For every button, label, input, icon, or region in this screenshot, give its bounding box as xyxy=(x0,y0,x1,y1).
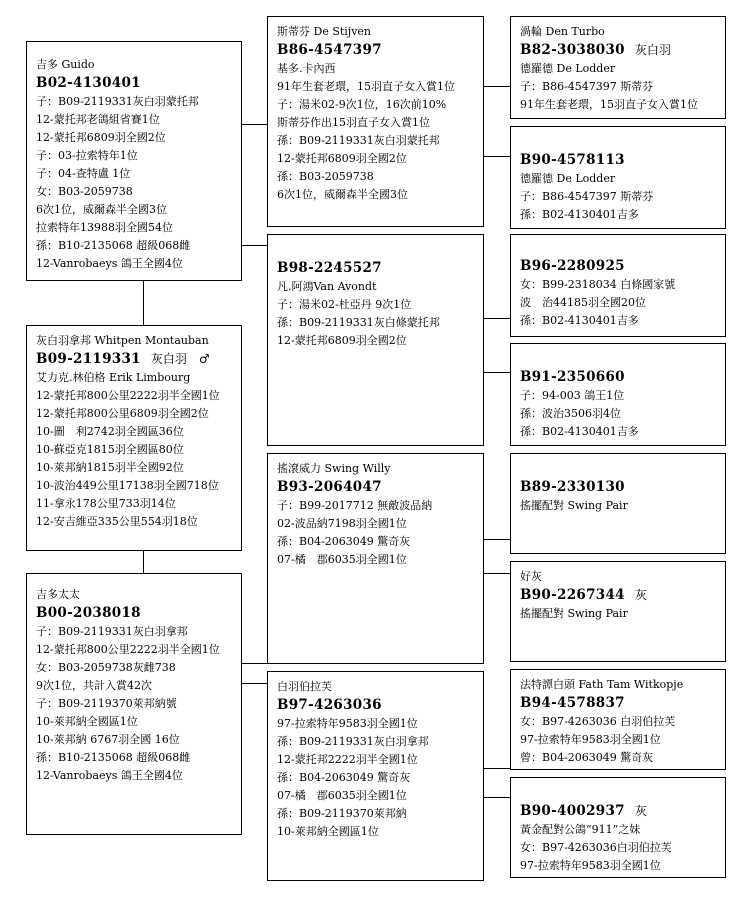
ring-number-text: B90-4002937 xyxy=(520,803,625,819)
record-line: 9次1位，共計入賞42次 xyxy=(36,679,152,692)
record-line: 97-拉索特年9583羽全國1位 xyxy=(520,733,661,746)
record-line: 12-蒙托邦800公里2222羽半全國1位 xyxy=(36,643,220,656)
record-line: 孫：B09-2119331灰白羽蒙托邦 xyxy=(277,134,440,147)
record-line: 97-拉索特年9583羽全國1位 xyxy=(277,717,418,730)
ring-number xyxy=(277,259,475,278)
record-line: 10-萊邦納 6767羽全國 16位 xyxy=(36,733,180,746)
connector-ss-ssd xyxy=(484,156,510,157)
ring-number-text: B89-2330130 xyxy=(520,479,625,495)
record-line: 孫：B02-4130401吉多 xyxy=(520,314,639,327)
connector-sd-sdd xyxy=(484,372,510,373)
record-line: 搖擺配對 Swing Pair xyxy=(520,607,628,620)
record-line: 子：湯米02-9次1位，16次前10% xyxy=(277,98,447,111)
ring-number xyxy=(277,696,475,715)
sire-sire-dam-box xyxy=(510,126,726,229)
record-line: 07-橘 郡6035羽全國1位 xyxy=(277,789,407,802)
ring-number-text: B98-2245527 xyxy=(277,260,382,276)
ring-number-text: B94-4578837 xyxy=(520,695,625,711)
record-line: 6次1位，威爾森半全國3位 xyxy=(277,188,408,201)
record-line: 波 治44185羽全國20位 xyxy=(520,296,646,309)
record-line: 女：B03-2059738灰雌738 xyxy=(36,661,176,674)
record-line: 孫：B02-4130401吉多 xyxy=(520,208,639,221)
color-sex: 灰 xyxy=(634,588,647,602)
sire-dam-dam-box xyxy=(510,343,726,446)
ring-number xyxy=(520,257,717,276)
record-line: 02-波品納7198羽全國1位 xyxy=(277,517,407,530)
record-line: 孫：B09-2119331灰白條蒙托邦 xyxy=(277,316,440,329)
sire-dam-sire-box xyxy=(510,234,726,337)
bird-name: 白羽伯拉芙 xyxy=(277,680,332,693)
record-line: 11-拿永178公里733羽14位 xyxy=(36,497,176,510)
spacer xyxy=(520,133,717,151)
ring-number-text: B09-2119331 xyxy=(36,351,141,367)
connector-sire-ss xyxy=(242,124,267,125)
spacer xyxy=(520,784,717,802)
dam-sire-box xyxy=(267,453,484,664)
record-line: 12-蒙托邦6809羽全國2位 xyxy=(277,334,407,347)
connector-dam-ds xyxy=(242,663,267,664)
record-line: 子：B86-4547397 斯蒂芬 xyxy=(520,80,654,93)
record-line: 6次1位，威爾森半全國3位 xyxy=(36,203,167,216)
ring-number xyxy=(36,604,233,623)
ring-number xyxy=(36,74,233,93)
record-line: 基多.卡內西 xyxy=(277,62,336,75)
ring-number xyxy=(36,350,233,369)
record-line: 女：B03-2059738 xyxy=(36,185,133,198)
connector-dd-dds xyxy=(484,768,510,769)
dam-dam-box xyxy=(267,671,484,881)
record-line: 12-蒙托邦2222羽半全國1位 xyxy=(277,753,418,766)
sire-sire-sire-box xyxy=(510,16,726,119)
record-line: 子：B99-2017712 無敵波品納 xyxy=(277,499,433,512)
ring-number xyxy=(277,41,475,60)
bird-name: 斯蒂芬 De Stijven xyxy=(277,25,372,38)
record-line: 黃金配對公鴿“911”之妹 xyxy=(520,823,641,836)
subject-box xyxy=(26,325,242,551)
record-line: 女：B99-2318034 白條國家號 xyxy=(520,278,676,291)
record-line: 孫：波治3506羽4位 xyxy=(520,407,621,420)
record-line: 孫：B09-2119331灰白羽拿邦 xyxy=(277,735,429,748)
ring-number xyxy=(520,694,717,713)
record-line: 孫：B09-2119370萊邦納 xyxy=(277,807,407,820)
bird-name: 吉多 Guido xyxy=(36,58,95,71)
sire-dam-box xyxy=(267,234,484,446)
record-line: 曾：B04-2063049 驚奇灰 xyxy=(520,751,654,764)
record-line: 女：B97-4263036白羽伯拉芙 xyxy=(520,841,672,854)
ring-number xyxy=(277,478,475,497)
record-line: 10-波治449公里17138羽全國718位 xyxy=(36,479,219,492)
ring-number-text: B02-4130401 xyxy=(36,75,141,91)
ring-number-text: B00-2038018 xyxy=(36,605,141,621)
record-line: 子：B09-2119331灰白羽蒙托邦 xyxy=(36,95,199,108)
connector-sire-sd xyxy=(242,245,267,246)
record-line: 女：B97-4263036 白羽伯拉芙 xyxy=(520,715,676,728)
record-line: 拉索特年13988羽全國54位 xyxy=(36,221,173,234)
bird-name: 吉多太太 xyxy=(36,588,80,601)
record-line: 孫：B10-2135068 超級068雌 xyxy=(36,239,191,252)
connector-sd-sds xyxy=(484,318,510,319)
record-line: 子：湯米02-杜亞丹 9次1位 xyxy=(277,298,412,311)
ring-number xyxy=(520,478,717,497)
record-line: 12-蒙托邦老鴿組省賽1位 xyxy=(36,113,160,126)
ring-number xyxy=(520,802,717,821)
color-sex: 灰白羽 xyxy=(634,43,671,57)
ring-number xyxy=(520,151,717,170)
bird-name: 搖滾威力 Swing Willy xyxy=(277,462,391,475)
record-line: 凡.阿鴻Van Avondt xyxy=(277,280,377,293)
connector-sire-subject xyxy=(143,281,144,325)
ring-number-text: B91-2350660 xyxy=(520,369,625,385)
record-line: 10-圖 利2742羽全國區36位 xyxy=(36,425,184,438)
record-line: 子：B86-4547397 斯蒂芬 xyxy=(520,190,654,203)
sire-sire-box xyxy=(267,16,484,227)
record-line: 德羅德 De Lodder xyxy=(520,172,616,185)
record-line: 12-安吉維亞335公里554羽18位 xyxy=(36,515,198,528)
record-line: 德羅德 De Lodder xyxy=(520,62,616,75)
record-line: 孫：B04-2063049 驚奇灰 xyxy=(277,535,411,548)
record-line: 子：04-查特盧 1位 xyxy=(36,167,131,180)
record-line: 孫：B03-2059738 xyxy=(277,170,374,183)
color-sex: 灰 xyxy=(634,804,647,818)
record-line: 孫：B10-2135068 超級068雌 xyxy=(36,751,191,764)
ring-number-text: B82-3038030 xyxy=(520,42,625,58)
record-line: 孫：B04-2063049 驚奇灰 xyxy=(277,771,411,784)
ring-number-text: B86-4547397 xyxy=(277,42,382,58)
ring-number xyxy=(520,586,717,605)
ring-number-text: B97-4263036 xyxy=(277,697,382,713)
color-sex: 灰白羽 ♂ xyxy=(150,352,210,366)
record-line: 10-萊邦納全國區1位 xyxy=(36,715,138,728)
dam-sire-sire-box xyxy=(510,453,726,554)
ring-number-text: B96-2280925 xyxy=(520,258,625,274)
dam-dam-sire-box xyxy=(510,669,726,770)
record-line: 12-蒙托邦6809羽全國2位 xyxy=(36,131,166,144)
bird-name: 法特譚白頭 Fath Tam Witkopje xyxy=(520,678,684,691)
record-line: 07-橘 郡6035羽全國1位 xyxy=(277,553,407,566)
record-line: 子：03-拉索特年1位 xyxy=(36,149,138,162)
bird-name: 渦輪 Den Turbo xyxy=(520,25,605,38)
spacer xyxy=(520,460,717,478)
record-line: 斯蒂芬作出15羽直子女入賞1位 xyxy=(277,116,430,129)
connector-dam-dd xyxy=(242,683,267,684)
dam-box xyxy=(26,573,242,835)
record-line: 子：B09-2119370萊邦納號 xyxy=(36,697,177,710)
ring-number-text: B90-4578113 xyxy=(520,152,625,168)
sire-box xyxy=(26,41,242,281)
bird-name: 好灰 xyxy=(520,570,542,583)
record-line: 12-蒙托邦800公里2222羽半全國1位 xyxy=(36,389,220,402)
connector-ss-sss xyxy=(484,86,510,87)
connector-ds-dss xyxy=(484,539,510,540)
record-line: 10-蘇亞克1815羽全國區80位 xyxy=(36,443,184,456)
connector-ds-dsd xyxy=(484,573,510,574)
record-line: 搖擺配對 Swing Pair xyxy=(520,499,628,512)
record-line: 12-蒙托邦800公里6809羽全國2位 xyxy=(36,407,209,420)
dam-sire-dam-box xyxy=(510,561,726,662)
record-line: 91年生套老環，15羽直子女入賞1位 xyxy=(277,80,455,93)
connector-dd-ddd xyxy=(484,797,510,798)
record-line: 10-萊邦納全國區1位 xyxy=(277,825,379,838)
ring-number xyxy=(520,41,717,60)
dam-dam-dam-box xyxy=(510,777,726,878)
record-line: 97-拉索特年9583羽全國1位 xyxy=(520,859,661,872)
connector-subject-dam xyxy=(143,551,144,573)
record-line: 12-Vanrobaeys 鴿王全國4位 xyxy=(36,257,183,270)
spacer xyxy=(277,241,475,259)
bird-name: 灰白羽拿邦 Whitpen Montauban xyxy=(36,334,209,347)
record-line: 91年生套老環，15羽直子女入賞1位 xyxy=(520,98,698,111)
record-line: 12-蒙托邦6809羽全國2位 xyxy=(277,152,407,165)
ring-number xyxy=(520,368,717,387)
record-line: 子：94-003 鴿王1位 xyxy=(520,389,625,402)
ring-number-text: B90-2267344 xyxy=(520,587,625,603)
record-line: 艾力克.林伯格 Erik Limbourg xyxy=(36,371,191,384)
record-line: 孫：B02-4130401吉多 xyxy=(520,425,639,438)
record-line: 12-Vanrobaeys 鴿王全國4位 xyxy=(36,769,183,782)
spacer xyxy=(520,350,717,368)
record-line: 10-萊邦納1815羽半全國92位 xyxy=(36,461,184,474)
record-line: 子：B09-2119331灰白羽拿邦 xyxy=(36,625,188,638)
ring-number-text: B93-2064047 xyxy=(277,479,382,495)
